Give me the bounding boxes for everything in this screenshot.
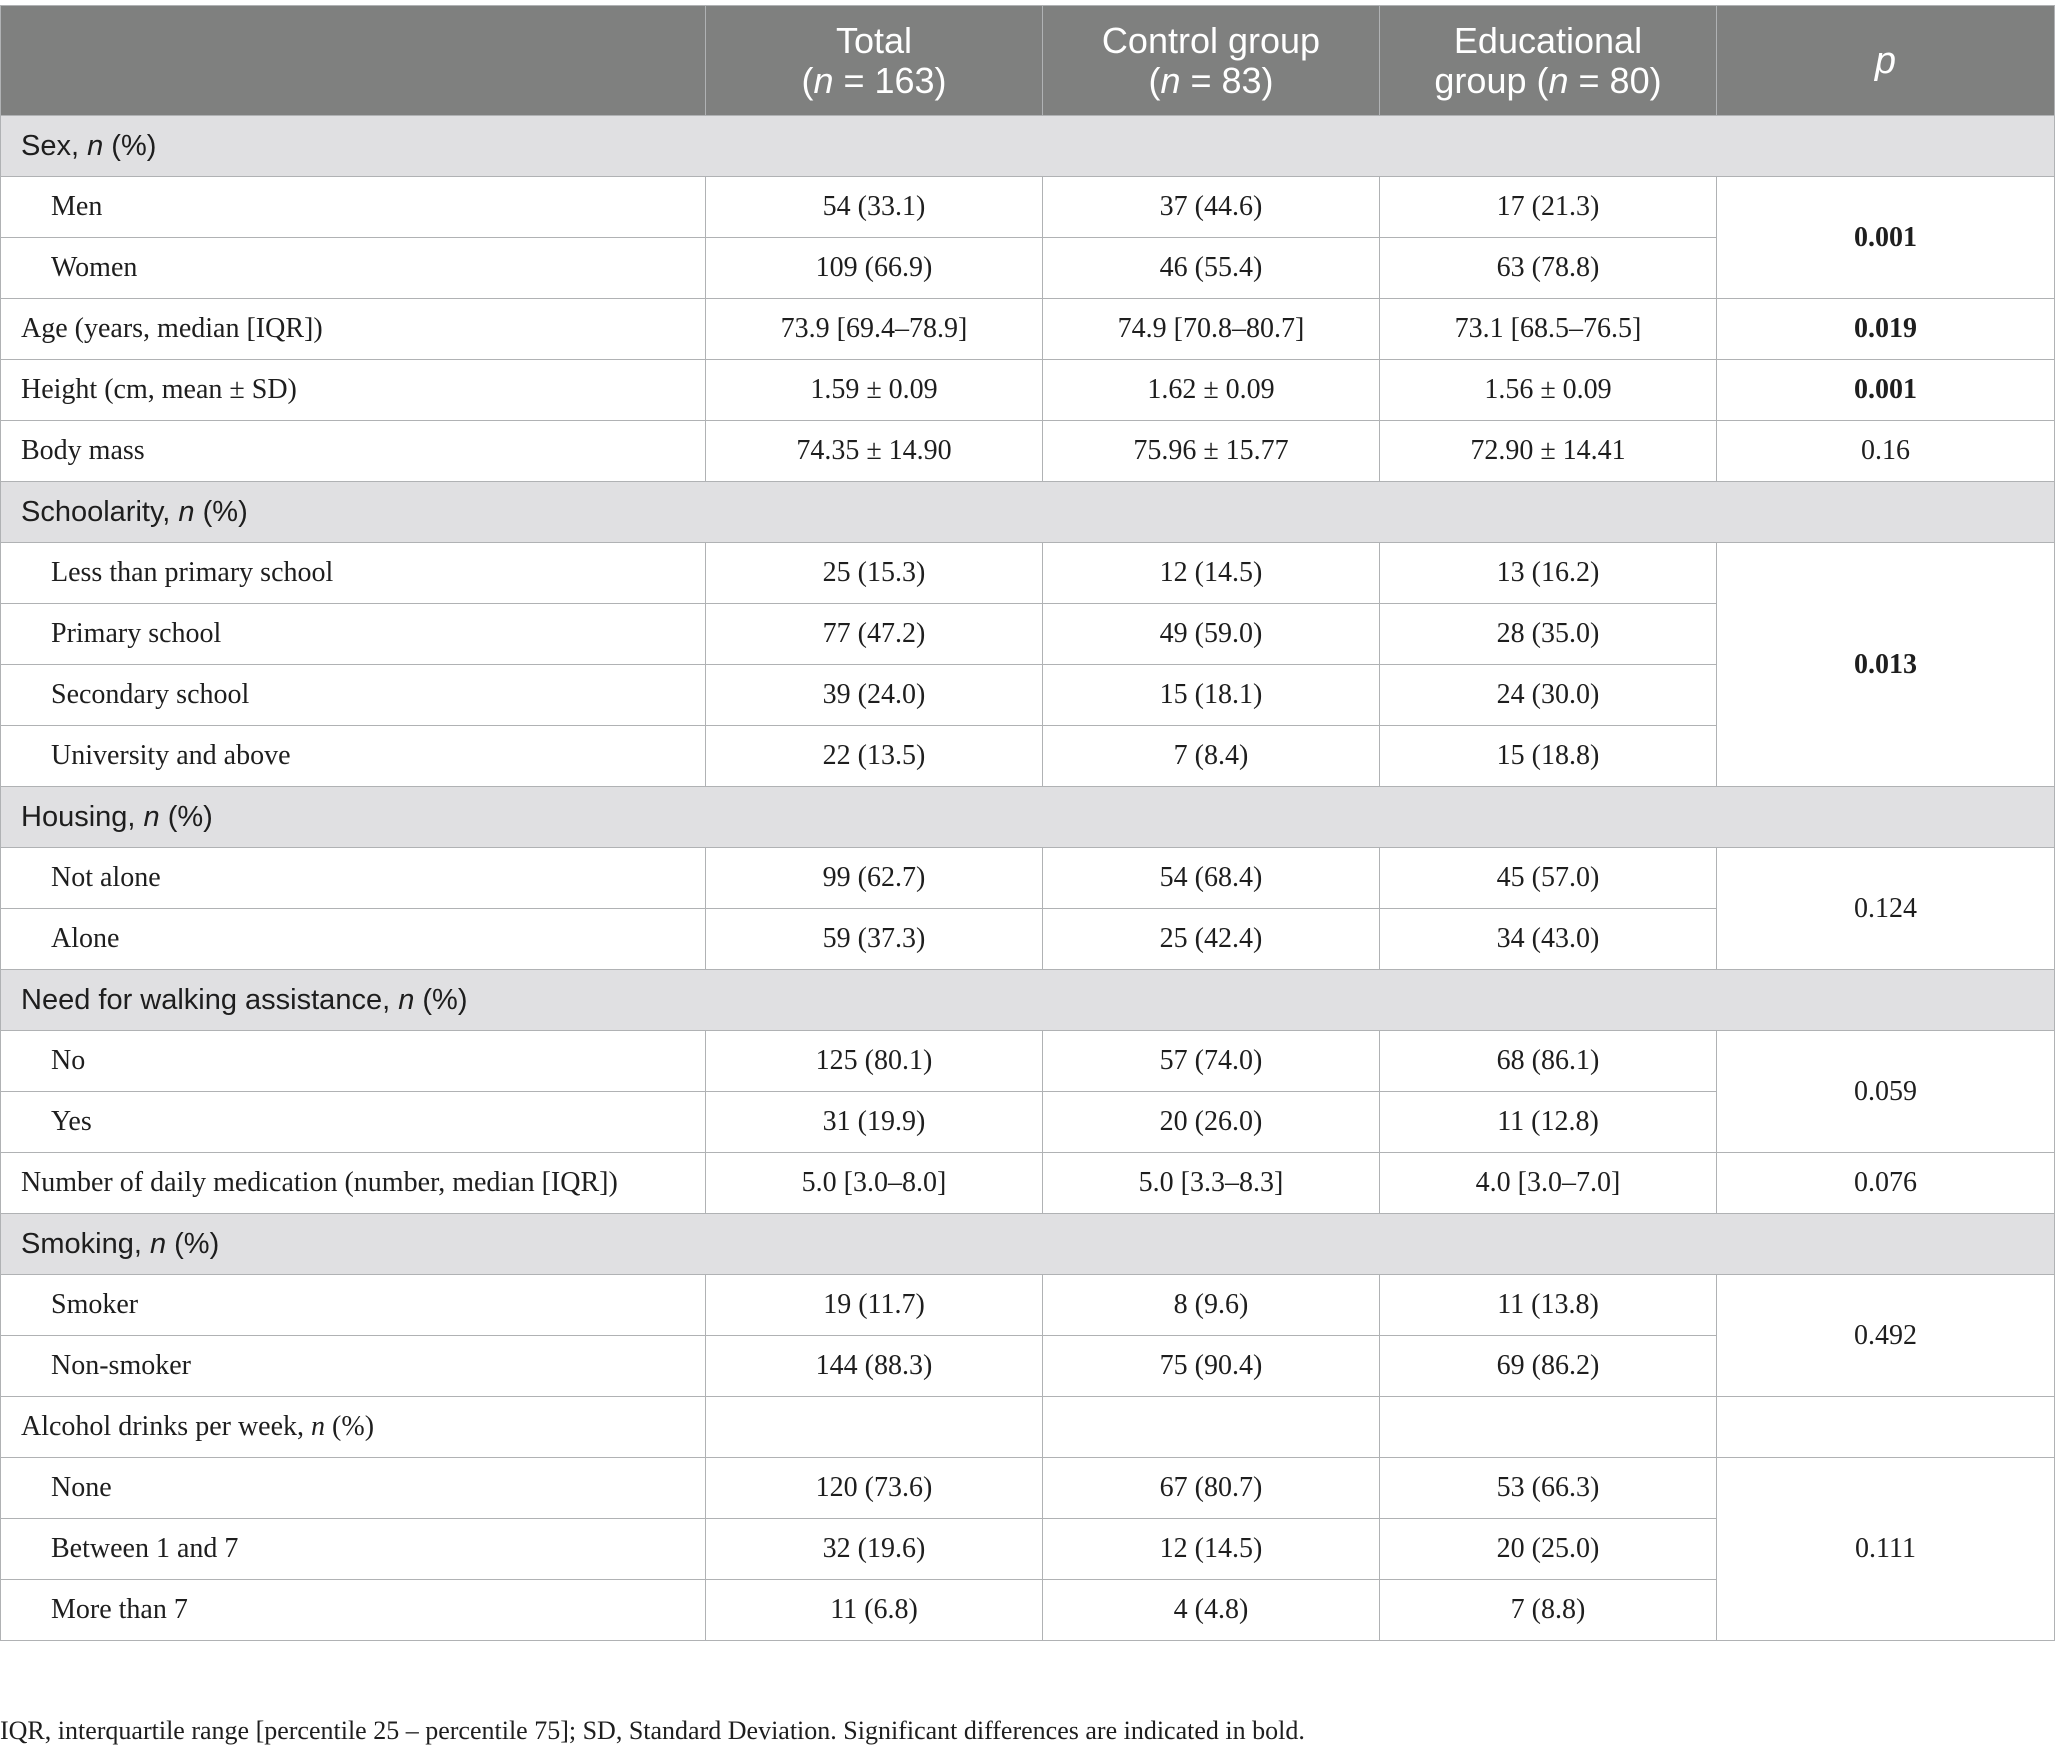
cell-p-value xyxy=(1717,1397,2055,1458)
row-label: Age (years, median [IQR]) xyxy=(1,299,706,360)
cell-control: 12 (14.5) xyxy=(1043,1519,1380,1580)
cell-total: 1.59 ± 0.09 xyxy=(706,360,1043,421)
cell-total: 99 (62.7) xyxy=(706,848,1043,909)
row-label: No xyxy=(1,1031,706,1092)
header-total-label: Total xyxy=(835,19,913,61)
cell-control: 5.0 [3.3–8.3] xyxy=(1043,1153,1380,1214)
cell-total: 73.9 [69.4–78.9] xyxy=(706,299,1043,360)
cell-educational: 63 (78.8) xyxy=(1380,238,1717,299)
cell-p-value: 0.124 xyxy=(1717,848,2055,970)
cell-educational: 28 (35.0) xyxy=(1380,604,1717,665)
cell-total: 74.35 ± 14.90 xyxy=(706,421,1043,482)
row-label: Height (cm, mean ± SD) xyxy=(1,360,706,421)
row-label: University and above xyxy=(1,726,706,787)
row-label: Yes xyxy=(1,1092,706,1153)
cell-p-value: 0.001 xyxy=(1717,360,2055,421)
cell-control: 4 (4.8) xyxy=(1043,1580,1380,1641)
cell-p-value: 0.076 xyxy=(1717,1153,2055,1214)
cell-total: 144 (88.3) xyxy=(706,1336,1043,1397)
table-row xyxy=(1,543,2055,604)
cell-educational: 15 (18.8) xyxy=(1380,726,1717,787)
cell-educational: 4.0 [3.0–7.0] xyxy=(1380,1153,1717,1214)
table-row xyxy=(1,421,2055,482)
table-row xyxy=(1,1275,2055,1336)
cell-total: 39 (24.0) xyxy=(706,665,1043,726)
row-label: Less than primary school xyxy=(1,543,706,604)
cell-control xyxy=(1043,1397,1380,1458)
cell-educational xyxy=(1380,1397,1717,1458)
row-label: None xyxy=(1,1458,706,1519)
row-label: Number of daily medication (number, median [IQR]) xyxy=(1,1153,706,1214)
cell-control: 7 (8.4) xyxy=(1043,726,1380,787)
cell-control: 49 (59.0) xyxy=(1043,604,1380,665)
cell-educational: 1.56 ± 0.09 xyxy=(1380,360,1717,421)
cell-p-value: 0.019 xyxy=(1717,299,2055,360)
cell-total: 22 (13.5) xyxy=(706,726,1043,787)
header-control-n: (n = 83) xyxy=(1148,59,1274,101)
cell-control: 1.62 ± 0.09 xyxy=(1043,360,1380,421)
cell-p-value: 0.492 xyxy=(1717,1275,2055,1397)
cell-total: 19 (11.7) xyxy=(706,1275,1043,1336)
header-educational xyxy=(1380,6,1717,116)
cell-control: 25 (42.4) xyxy=(1043,909,1380,970)
section-smoking: Smoking, n (%) xyxy=(1,1214,2055,1275)
table-row xyxy=(1,1153,2055,1214)
row-label: Men xyxy=(1,177,706,238)
table-row xyxy=(1,1458,2055,1519)
cell-control: 8 (9.6) xyxy=(1043,1275,1380,1336)
section-housing: Housing, n (%) xyxy=(1,787,2055,848)
cell-educational: 68 (86.1) xyxy=(1380,1031,1717,1092)
row-label: Body mass xyxy=(1,421,706,482)
header-edu-n: group (n = 80) xyxy=(1434,59,1662,101)
row-label: More than 7 xyxy=(1,1580,706,1641)
section-sex: Sex, n (%) xyxy=(1,116,2055,177)
section-schoolarity: Schoolarity, n (%) xyxy=(1,482,2055,543)
cell-total xyxy=(706,1397,1043,1458)
header-variable xyxy=(1,6,706,116)
cell-p-value: 0.16 xyxy=(1717,421,2055,482)
cell-p-value: 0.001 xyxy=(1717,177,2055,299)
cell-control: 75.96 ± 15.77 xyxy=(1043,421,1380,482)
cell-educational: 72.90 ± 14.41 xyxy=(1380,421,1717,482)
cell-control: 57 (74.0) xyxy=(1043,1031,1380,1092)
cell-educational: 53 (66.3) xyxy=(1380,1458,1717,1519)
cell-total: 11 (6.8) xyxy=(706,1580,1043,1641)
cell-control: 12 (14.5) xyxy=(1043,543,1380,604)
header-control-label: Control group xyxy=(1101,19,1321,61)
cell-control: 20 (26.0) xyxy=(1043,1092,1380,1153)
header-p-label: p xyxy=(1874,39,1897,82)
row-label: Non-smoker xyxy=(1,1336,706,1397)
table-row xyxy=(1,177,2055,238)
section-row xyxy=(1,482,2055,543)
cell-control: 75 (90.4) xyxy=(1043,1336,1380,1397)
header-p xyxy=(1717,6,2055,116)
cell-control: 54 (68.4) xyxy=(1043,848,1380,909)
row-label: Secondary school xyxy=(1,665,706,726)
cell-p-value: 0.059 xyxy=(1717,1031,2055,1153)
cell-educational: 34 (43.0) xyxy=(1380,909,1717,970)
table-footnote: IQR, interquartile range [percentile 25 – percentile 75]; SD, Standard Deviation. Significant differences are indicated in bold. xyxy=(0,1716,1305,1745)
section-walking: Need for walking assistance, n (%) xyxy=(1,970,2055,1031)
cell-control: 74.9 [70.8–80.7] xyxy=(1043,299,1380,360)
cell-educational: 11 (12.8) xyxy=(1380,1092,1717,1153)
cell-educational: 24 (30.0) xyxy=(1380,665,1717,726)
table-row xyxy=(1,1397,2055,1458)
row-label: Alone xyxy=(1,909,706,970)
cell-educational: 45 (57.0) xyxy=(1380,848,1717,909)
cell-total: 54 (33.1) xyxy=(706,177,1043,238)
section-row xyxy=(1,787,2055,848)
cell-total: 32 (19.6) xyxy=(706,1519,1043,1580)
header-total-n: (n = 163) xyxy=(801,59,947,101)
row-label: Between 1 and 7 xyxy=(1,1519,706,1580)
row-label: Women xyxy=(1,238,706,299)
header-total xyxy=(706,6,1043,116)
cell-control: 37 (44.6) xyxy=(1043,177,1380,238)
table-row xyxy=(1,360,2055,421)
cell-educational: 7 (8.8) xyxy=(1380,1580,1717,1641)
table-row xyxy=(1,299,2055,360)
cell-total: 120 (73.6) xyxy=(706,1458,1043,1519)
cell-p-value: 0.013 xyxy=(1717,543,2055,787)
cell-total: 125 (80.1) xyxy=(706,1031,1043,1092)
demographics-table xyxy=(0,5,2055,1641)
cell-control: 67 (80.7) xyxy=(1043,1458,1380,1519)
cell-control: 15 (18.1) xyxy=(1043,665,1380,726)
cell-educational: 20 (25.0) xyxy=(1380,1519,1717,1580)
cell-total: 109 (66.9) xyxy=(706,238,1043,299)
row-label: Alcohol drinks per week, n (%) xyxy=(1,1397,706,1458)
row-label: Primary school xyxy=(1,604,706,665)
section-row xyxy=(1,970,2055,1031)
table-row xyxy=(1,1031,2055,1092)
cell-educational: 17 (21.3) xyxy=(1380,177,1717,238)
header-control xyxy=(1043,6,1380,116)
cell-total: 77 (47.2) xyxy=(706,604,1043,665)
cell-total: 59 (37.3) xyxy=(706,909,1043,970)
cell-educational: 73.1 [68.5–76.5] xyxy=(1380,299,1717,360)
section-row xyxy=(1,116,2055,177)
cell-p-value: 0.111 xyxy=(1717,1458,2055,1641)
header-edu-label: Educational xyxy=(1453,19,1643,61)
row-label: Not alone xyxy=(1,848,706,909)
table-row xyxy=(1,848,2055,909)
cell-control: 46 (55.4) xyxy=(1043,238,1380,299)
cell-educational: 11 (13.8) xyxy=(1380,1275,1717,1336)
row-label: Smoker xyxy=(1,1275,706,1336)
cell-total: 25 (15.3) xyxy=(706,543,1043,604)
cell-total: 5.0 [3.0–8.0] xyxy=(706,1153,1043,1214)
cell-educational: 13 (16.2) xyxy=(1380,543,1717,604)
section-row xyxy=(1,1214,2055,1275)
cell-total: 31 (19.9) xyxy=(706,1092,1043,1153)
header-row xyxy=(1,6,2055,116)
cell-educational: 69 (86.2) xyxy=(1380,1336,1717,1397)
